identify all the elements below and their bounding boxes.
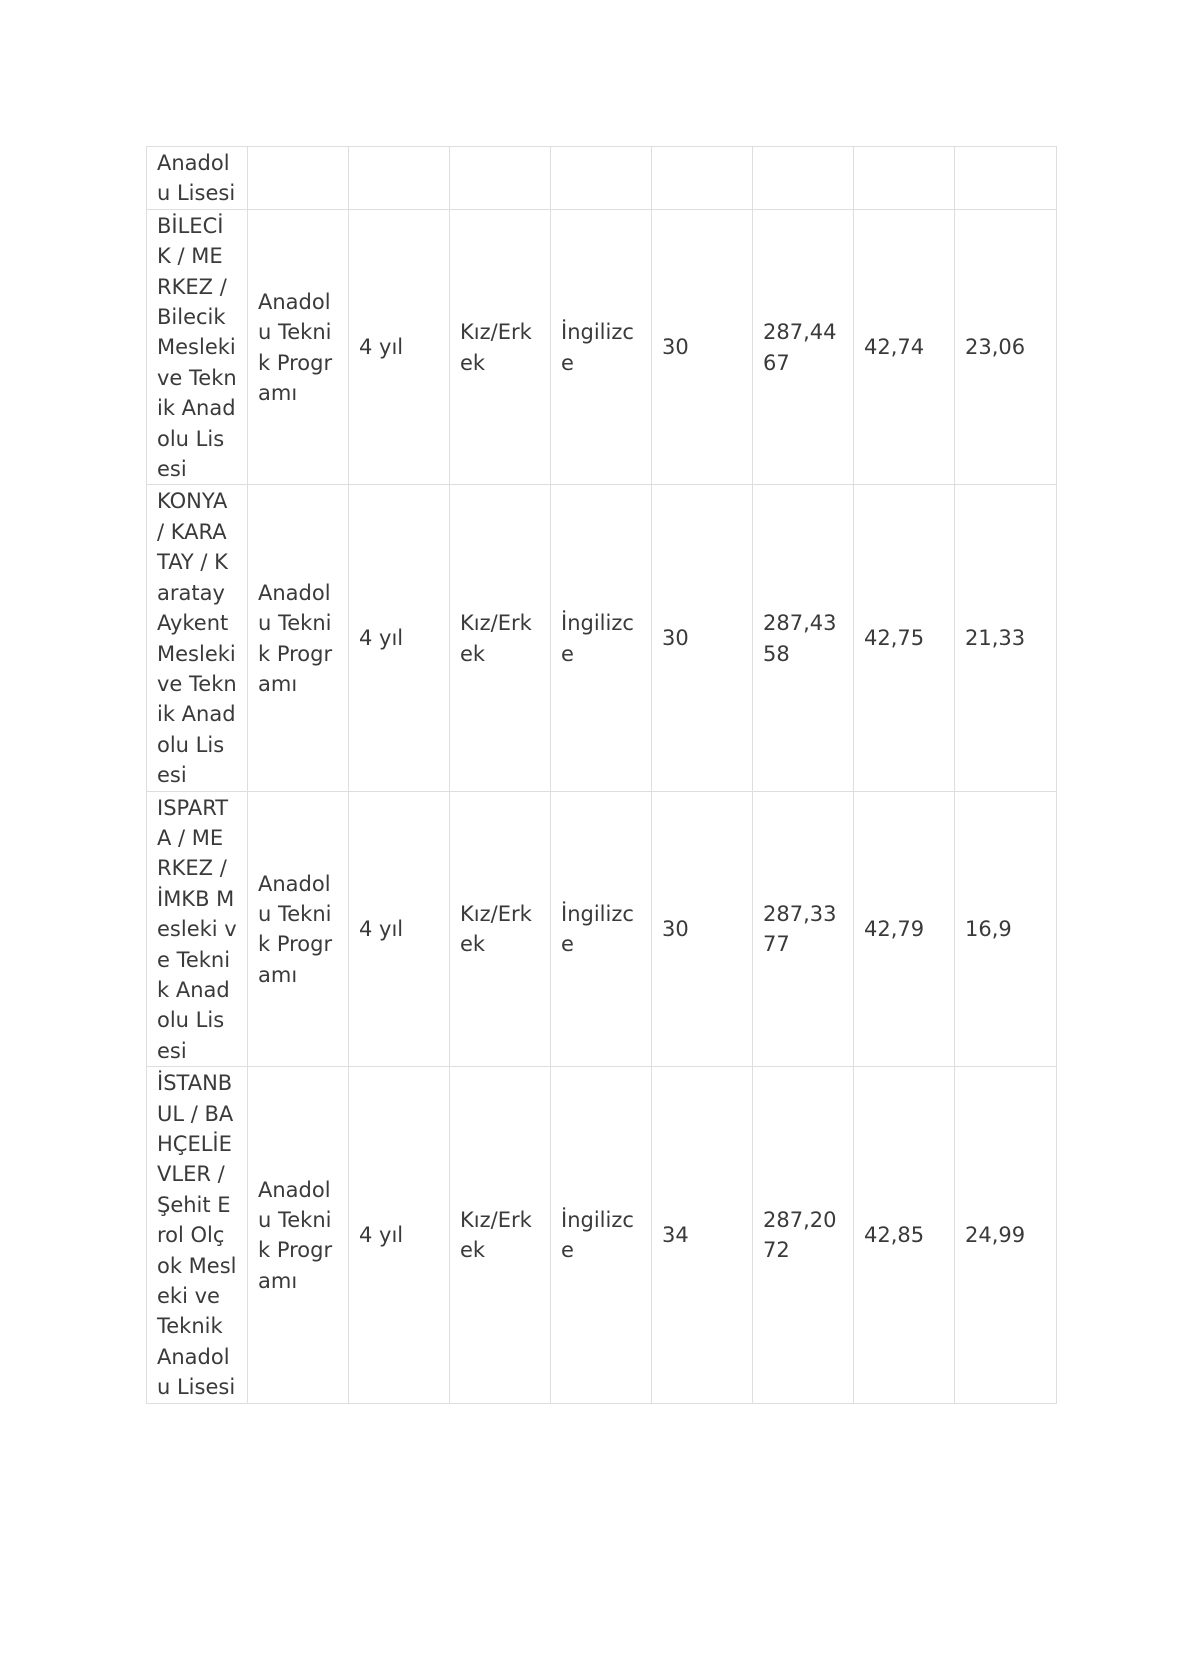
gender-cell: Kız/Erkek xyxy=(450,209,551,485)
value-a-cell: 42,85 xyxy=(854,1067,955,1403)
value-b-cell: 16,9 xyxy=(955,791,1057,1067)
program-cell: Anadolu Teknik Programı xyxy=(248,209,349,485)
value-a-cell: 42,74 xyxy=(854,209,955,485)
program-cell: Anadolu Teknik Programı xyxy=(248,791,349,1067)
quota-cell: 30 xyxy=(652,791,753,1067)
school-cell: Anadolu Lisesi xyxy=(147,147,248,210)
school-cell: ISPARTA / MERKEZ / İMKB Mesleki ve Teknik Anadolu Lisesi xyxy=(147,791,248,1067)
value-a-cell: 42,79 xyxy=(854,791,955,1067)
school-cell: KONYA / KARATAY / Karatay Aykent Mesleki ve Teknik Anadolu Lisesi xyxy=(147,485,248,791)
table-row xyxy=(147,791,1057,1067)
value-b-cell: 21,33 xyxy=(955,485,1057,791)
duration-cell: 4 yıl xyxy=(349,209,450,485)
language-cell: İngilizce xyxy=(551,209,652,485)
empty-cell xyxy=(349,147,450,210)
score-cell: 287,3377 xyxy=(753,791,854,1067)
duration-cell: 4 yıl xyxy=(349,485,450,791)
empty-cell xyxy=(652,147,753,210)
empty-cell xyxy=(753,147,854,210)
table-row-continuation xyxy=(147,147,1057,210)
empty-cell xyxy=(854,147,955,210)
value-a-cell: 42,75 xyxy=(854,485,955,791)
empty-cell xyxy=(551,147,652,210)
language-cell: İngilizce xyxy=(551,791,652,1067)
gender-cell: Kız/Erkek xyxy=(450,1067,551,1403)
language-cell: İngilizce xyxy=(551,485,652,791)
table-row xyxy=(147,209,1057,485)
quota-cell: 30 xyxy=(652,485,753,791)
quota-cell: 34 xyxy=(652,1067,753,1403)
gender-cell: Kız/Erkek xyxy=(450,791,551,1067)
empty-cell xyxy=(955,147,1057,210)
duration-cell: 4 yıl xyxy=(349,791,450,1067)
quota-cell: 30 xyxy=(652,209,753,485)
program-cell: Anadolu Teknik Programı xyxy=(248,485,349,791)
score-cell: 287,4358 xyxy=(753,485,854,791)
school-results-table xyxy=(146,146,1057,1404)
score-cell: 287,4467 xyxy=(753,209,854,485)
program-cell: Anadolu Teknik Programı xyxy=(248,1067,349,1403)
table-row xyxy=(147,1067,1057,1403)
empty-cell xyxy=(450,147,551,210)
value-b-cell: 24,99 xyxy=(955,1067,1057,1403)
value-b-cell: 23,06 xyxy=(955,209,1057,485)
duration-cell: 4 yıl xyxy=(349,1067,450,1403)
document-page xyxy=(146,146,1056,1404)
school-cell: BİLECİK / MERKEZ / Bilecik Mesleki ve Teknik Anadolu Lisesi xyxy=(147,209,248,485)
score-cell: 287,2072 xyxy=(753,1067,854,1403)
gender-cell: Kız/Erkek xyxy=(450,485,551,791)
school-cell: İSTANBUL / BAHÇELİEVLER / Şehit Erol Olçok Mesleki ve Teknik Anadolu Lisesi xyxy=(147,1067,248,1403)
table-row xyxy=(147,485,1057,791)
empty-cell xyxy=(248,147,349,210)
language-cell: İngilizce xyxy=(551,1067,652,1403)
